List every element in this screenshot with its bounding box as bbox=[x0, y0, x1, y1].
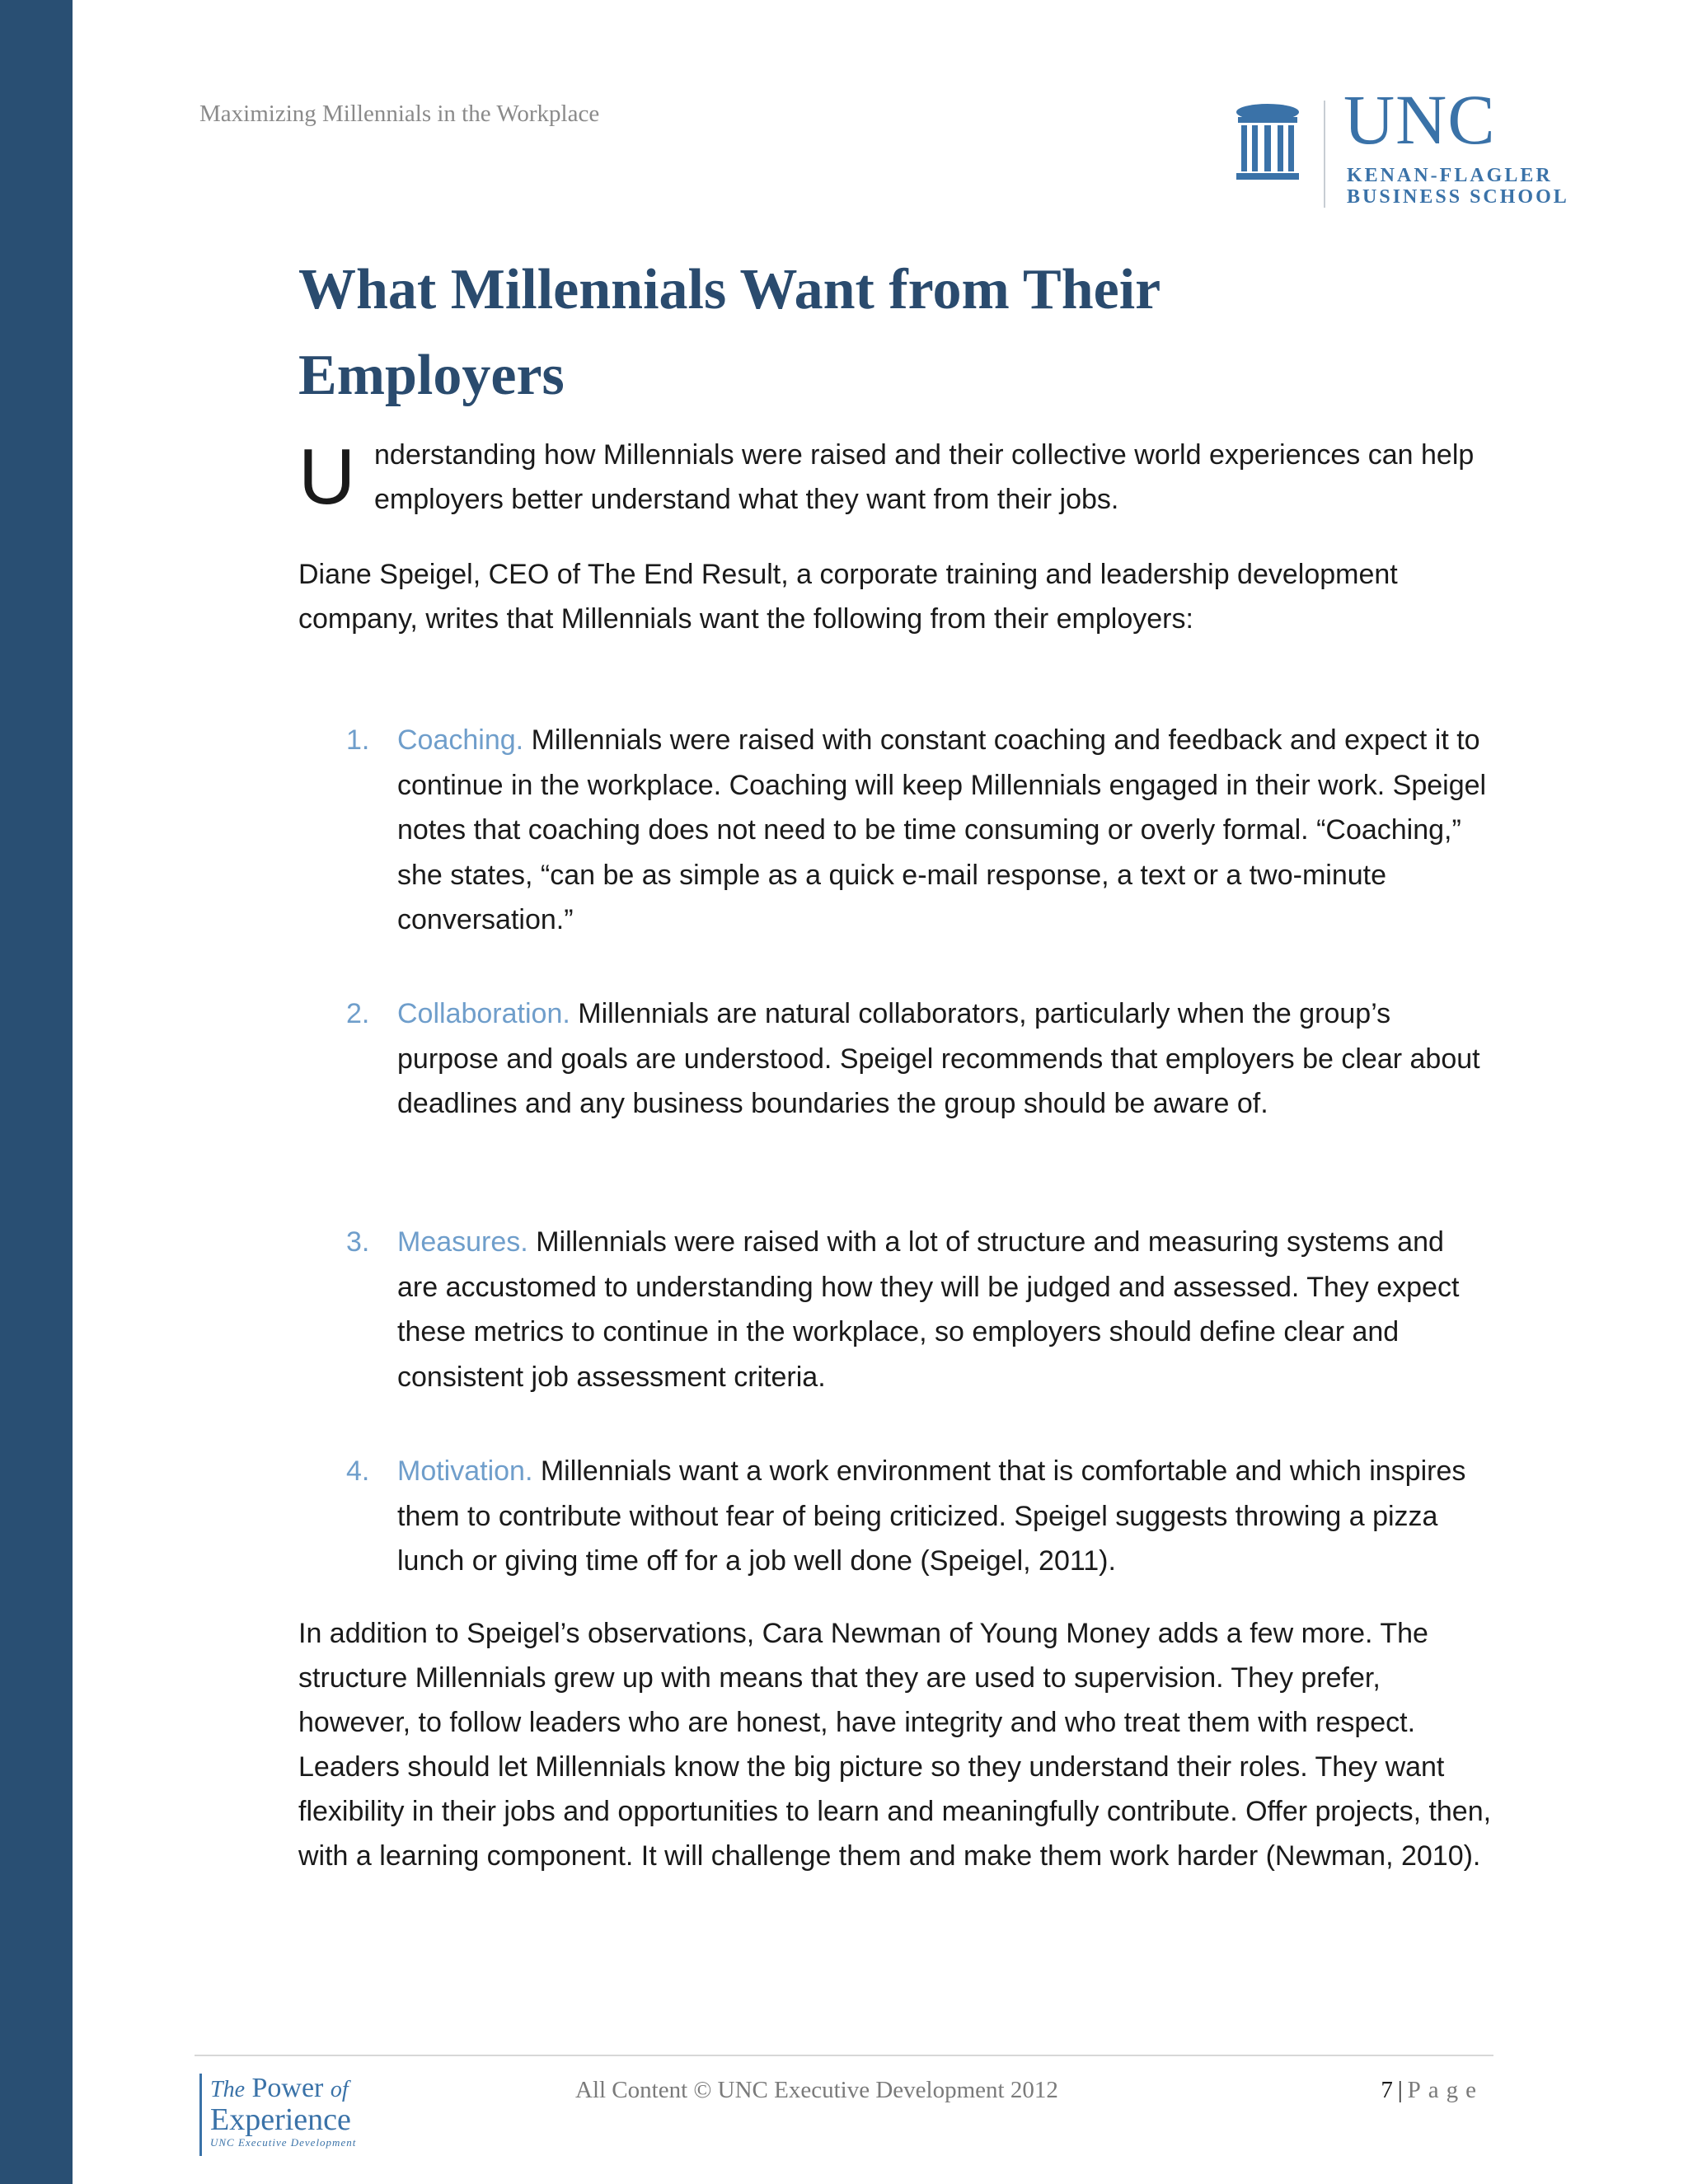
list-item-body bbox=[397, 718, 1492, 943]
logo-divider bbox=[1324, 101, 1325, 208]
page-title-line-1: What Millennials Want from Their bbox=[298, 258, 1161, 321]
list-term: Measures. bbox=[397, 1226, 528, 1258]
list-number: 4. bbox=[346, 1455, 370, 1487]
list-term: Coaching. bbox=[397, 724, 524, 756]
list-number: 2. bbox=[346, 998, 370, 1029]
list-number: 1. bbox=[346, 724, 370, 756]
brand-experience: Experience bbox=[210, 2102, 351, 2137]
intro-text: nderstanding how Millennials were raised and their collective world experiences can help employers better understand what they want from their jobs. bbox=[374, 439, 1475, 515]
list-item bbox=[346, 1220, 1492, 1399]
brand-tagline: UNC Executive Development bbox=[210, 2136, 357, 2149]
brand-the: The bbox=[210, 2077, 245, 2102]
page-number-value: 7 bbox=[1381, 2077, 1393, 2103]
intro-paragraph bbox=[298, 433, 1493, 550]
list-term: Collaboration. bbox=[397, 998, 570, 1029]
list-item-body bbox=[397, 991, 1492, 1127]
page-number bbox=[1381, 2077, 1484, 2104]
left-accent-bar bbox=[0, 0, 73, 2184]
power-of-experience-logo bbox=[199, 2074, 414, 2156]
running-header: Maximizing Millennials in the Workplace bbox=[199, 101, 600, 127]
page-title-line-2: Employers bbox=[298, 344, 565, 407]
logo-wordmark: UNC bbox=[1343, 80, 1496, 159]
list-number: 3. bbox=[346, 1226, 370, 1258]
page-title bbox=[298, 247, 1452, 419]
speigel-intro-paragraph: Diane Speigel, CEO of The End Result, a corporate training and leadership development company, writes that Millennials want the following from their employers: bbox=[298, 559, 1398, 635]
list-item-body bbox=[397, 1220, 1492, 1399]
brand-line-1 bbox=[210, 2074, 414, 2105]
brand-power: Power bbox=[251, 2073, 324, 2103]
page-label: Page bbox=[1407, 2077, 1484, 2103]
newman-paragraph: In addition to Speigel’s observations, Cara Newman of Young Money adds a few more. The structure Millennials grew up with means that they are used to supervision. They prefer, however, to follow leaders who are honest, have integrity and who treat them with respect. Leaders should let Millennials know the big picture so they understand their roles. They want flexibility in their jobs and opportunities to learn and meaningfully contribute. Offer projects, then, with a learning component. It will challenge them and make them work harder (Newman, 2010). bbox=[298, 1618, 1492, 1872]
list-item-body bbox=[397, 1449, 1492, 1584]
footer-divider bbox=[195, 2055, 1493, 2056]
copyright-notice: All Content © UNC Executive Development 2012 bbox=[575, 2077, 1058, 2103]
list-text: Millennials want a work environment that is comfortable and which inspires them to contribute without fear of being criticized. Speigel suggests throwing a pizza lunch or giving time off for a job well done (Speigel, 2011). bbox=[397, 1455, 1466, 1577]
old-well-icon bbox=[1233, 101, 1302, 186]
list-term: Motivation. bbox=[397, 1455, 533, 1487]
list-text: Millennials were raised with constant coaching and feedback and expect it to continue in the workplace. Coaching will keep Millennials engaged in their work. Speigel notes that coaching does not need to be time consuming or overly formal. “Coaching,” she states, “can be as simple as a quick e-mail response, a text or a two-minute conversation.” bbox=[397, 724, 1487, 935]
brand-of: of bbox=[330, 2077, 349, 2102]
logo-line-2: BUSINESS SCHOOL bbox=[1347, 186, 1569, 208]
page-separator: | bbox=[1397, 2077, 1403, 2103]
logo-school-name bbox=[1347, 165, 1569, 208]
list-text: Millennials were raised with a lot of structure and measuring systems and are accustomed to understanding how they will be judged and assessed. They expect these metrics to continue in the workplace, so employers should define clear and consistent job assessment criteria. bbox=[397, 1226, 1460, 1393]
list-text: Millennials are natural collaborators, particularly when the group’s purpose and goals are understood. Speigel recommends that employers be clear about deadlines and any business boundaries the group should be aware of. bbox=[397, 998, 1480, 1119]
list-item bbox=[346, 718, 1492, 943]
drop-cap: U bbox=[298, 433, 356, 521]
list-item bbox=[346, 1449, 1492, 1584]
logo-line-1: KENAN-FLAGLER bbox=[1347, 165, 1553, 186]
unc-kenan-flagler-logo bbox=[1233, 80, 1596, 213]
list-item bbox=[346, 991, 1492, 1127]
